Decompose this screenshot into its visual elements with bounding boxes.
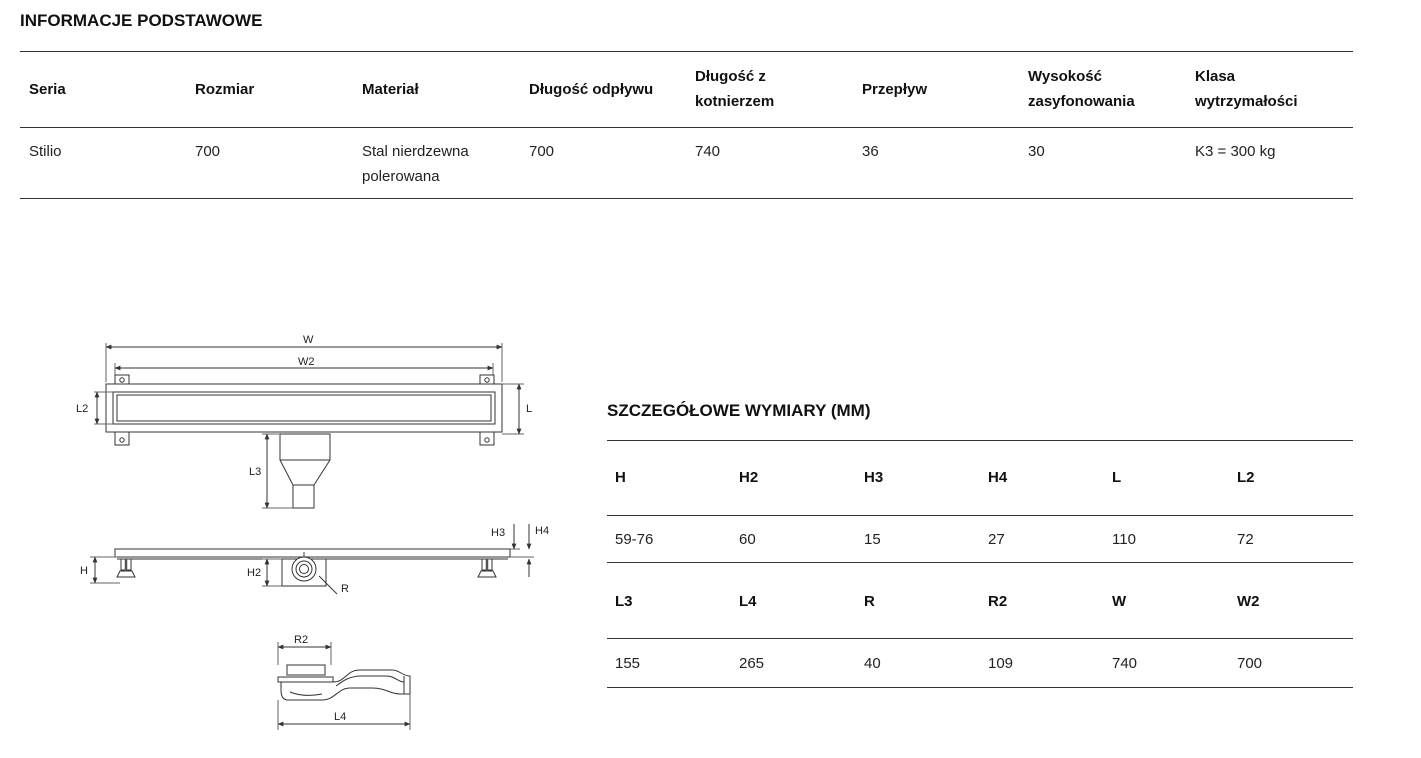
basic-value-cell	[195, 139, 220, 164]
detail-value-cell: 740	[1112, 654, 1138, 672]
detail-header-cell: L	[1112, 468, 1122, 486]
basic-header-cell	[1028, 64, 1135, 114]
dim-label-r2: R2	[294, 634, 309, 646]
detail-value-cell: 155	[615, 654, 641, 672]
detail-value-cell: 109	[988, 654, 1014, 672]
drainage-technical-drawing	[0, 330, 600, 750]
basic-header-cell	[695, 64, 774, 114]
basic-header-cell	[195, 77, 254, 102]
basic-header-cell-line: Klasa	[1195, 68, 1236, 85]
dim-label-h: H	[80, 565, 88, 577]
dim-label-l2: L2	[76, 403, 89, 415]
basic-value-cell	[529, 139, 554, 164]
basic-value-cell-line: 700	[529, 142, 555, 160]
basic-value-cell	[362, 139, 469, 189]
detail-table-rule	[607, 562, 1353, 563]
basic-value-cell	[29, 139, 62, 164]
side-view-drawing	[80, 524, 549, 595]
basic-value-cell	[1028, 139, 1045, 164]
detail-value-cell: 110	[1112, 530, 1136, 548]
basic-header-cell-line: Materiał	[362, 80, 419, 98]
detail-value-cell: 60	[739, 530, 756, 548]
basic-value-cell-line: K3 = 300 kg	[1195, 142, 1276, 160]
basic-header-cell-line: kotnierzem	[695, 93, 775, 110]
detail-value-cell: 40	[864, 654, 881, 672]
detail-value-cell: 59-76	[615, 530, 654, 548]
detail-header-cell: R2	[988, 592, 1008, 610]
basic-value-cell-line: polerowana	[362, 167, 440, 185]
basic-table-header-rule	[20, 127, 1353, 128]
dim-label-h2: H2	[247, 567, 262, 579]
detail-header-cell: R	[864, 592, 875, 610]
basic-value-cell-line: 740	[695, 142, 721, 160]
basic-header-cell	[862, 77, 927, 102]
basic-header-cell-line: zasyfonowania	[1028, 93, 1135, 110]
detail-header-cell: L2	[1237, 468, 1255, 486]
detail-table-rule	[607, 638, 1353, 639]
dim-label-h3: H3	[491, 527, 506, 539]
basic-header-cell-line: Seria	[29, 80, 66, 98]
top-view-drawing	[76, 334, 532, 508]
detail-header-cell: H2	[739, 468, 759, 486]
detail-value-cell: 265	[739, 654, 765, 672]
basic-table-top-rule	[20, 51, 1353, 52]
dim-label-h4: H4	[535, 525, 550, 537]
basic-value-cell-line: 36	[862, 142, 879, 160]
detail-value-cell: 700	[1237, 654, 1263, 672]
basic-header-cell	[362, 77, 419, 102]
dim-label-w: W	[303, 334, 314, 346]
detail-header-cell: W2	[1237, 592, 1260, 610]
basic-value-cell-line: 700	[195, 142, 221, 160]
detail-table-rule	[607, 440, 1353, 441]
dim-label-l: L	[526, 403, 533, 415]
detail-header-cell: L3	[615, 592, 633, 610]
detail-value-cell: 15	[864, 530, 881, 548]
basic-header-cell	[1195, 64, 1298, 114]
detail-value-cell: 72	[1237, 530, 1254, 548]
basic-header-cell-line: Długość odpływu	[529, 80, 654, 98]
detail-header-cell: H	[615, 468, 626, 486]
siphon-view-drawing	[278, 634, 410, 730]
detail-header-cell: H4	[988, 468, 1008, 486]
detail-table-rule	[607, 515, 1353, 516]
basic-value-cell	[1195, 139, 1275, 164]
detail-dims-title: SZCZEGÓŁOWE WYMIARY (MM)	[607, 401, 871, 420]
basic-header-cell-line: Przepływ	[862, 80, 928, 98]
detail-table-rule	[607, 687, 1353, 688]
basic-header-cell-line: Długość z	[695, 68, 766, 85]
basic-header-cell	[529, 77, 653, 102]
basic-value-cell-line: Stilio	[29, 142, 62, 160]
dim-label-l4: L4	[334, 711, 347, 723]
dim-label-r: R	[341, 583, 349, 595]
basic-header-cell-line: Rozmiar	[195, 80, 255, 98]
detail-value-cell: 27	[988, 530, 1005, 548]
dim-label-w2: W2	[298, 356, 315, 368]
detail-header-cell: L4	[739, 592, 757, 610]
basic-header-cell-line: Wysokość	[1028, 68, 1102, 85]
dim-label-l3: L3	[249, 466, 262, 478]
detail-header-cell: W	[1112, 592, 1127, 610]
basic-value-cell	[862, 139, 879, 164]
basic-table-bottom-rule	[20, 198, 1353, 199]
basic-header-cell-line: wytrzymałości	[1195, 93, 1298, 110]
basic-value-cell-line: 30	[1028, 142, 1045, 160]
basic-info-title: INFORMACJE PODSTAWOWE	[20, 11, 263, 30]
basic-value-cell-line: Stal nierdzewna	[362, 142, 469, 160]
detail-header-cell: H3	[864, 468, 884, 486]
basic-header-cell	[29, 77, 66, 102]
basic-value-cell	[695, 139, 720, 164]
